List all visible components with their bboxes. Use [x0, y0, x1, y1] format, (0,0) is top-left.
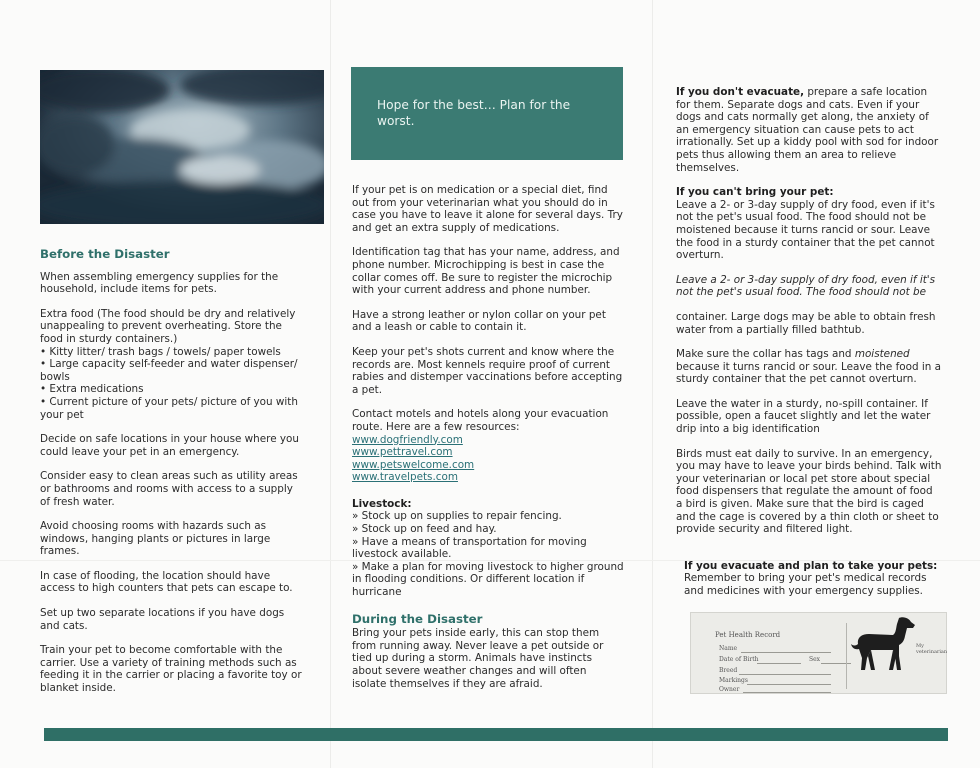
supplies-list: [40, 346, 302, 422]
form-line: [743, 692, 831, 693]
pet-health-record-card: [690, 612, 947, 694]
form-field-label: Markings: [719, 677, 748, 684]
bottom-accent-bar: [44, 728, 948, 741]
paragraph: Leave the water in a sturdy, no-spill container. If possible, open a faucet slightly and let the water drip into a big identification: [676, 397, 931, 436]
list-item: • Current picture of your pets/ picture of you with your pet: [40, 395, 298, 421]
resource-link[interactable]: www.dogfriendly.com: [352, 433, 463, 446]
form-field-label: Owner: [719, 686, 740, 693]
form-line: [739, 674, 831, 675]
right-column: [676, 86, 942, 598]
paragraph: Train your pet to become comfortable with the carrier. Use a variety of training methods such as feeding it in the carrier or placing a favorite toy or blanket inside.: [40, 644, 302, 695]
form-field-label: Breed: [719, 667, 738, 674]
list-item: » Have a means of transportation for moving livestock available.: [352, 535, 587, 561]
paragraph: Avoid choosing rooms with hazards such as windows, hanging plants or pictures in large frames.: [40, 520, 271, 558]
form-line: [757, 663, 801, 664]
form-title: Pet Health Record: [715, 631, 781, 639]
paragraph: Birds must eat daily to survive. In an emergency, you may have to leave your birds behind. Talk with your veterinarian or local pet store about special food dispensers that regulate the amount of food a bird is given. Make sure that the bird is caged and the cage is covered by a thin cloth or sheet to provide security and filtered light.: [676, 447, 942, 536]
form-field-label: Date of Birth: [719, 656, 759, 663]
dont-evacuate-label: If you don't evacuate,: [676, 86, 805, 98]
paragraph: Keep your pet's shots current and know where the records are. Most kennels require proof of current rabies and distemper vaccinations before accepting a pet.: [352, 345, 623, 396]
paragraph: Contact motels and hotels along your evacuation route. Here are a few resources:: [352, 408, 609, 433]
livestock-heading: Livestock:: [352, 497, 412, 510]
headline-banner: [351, 67, 623, 160]
resource-link[interactable]: www.petswelcome.com: [352, 458, 475, 471]
form-line: [747, 684, 831, 685]
resource-link[interactable]: www.pettravel.com: [352, 446, 453, 459]
middle-column: [352, 184, 624, 702]
paragraph: Remember to bring your pet's medical records and medicines with your emergency supplies.: [684, 572, 927, 597]
paragraph: Set up two separate locations if you have dogs and cats.: [40, 607, 285, 632]
list-item: • Large capacity self-feeder and water dispenser/ bowls: [40, 358, 298, 383]
list-item: • Extra medications: [40, 383, 144, 396]
paragraph: Consider easy to clean areas such as utility areas or bathrooms and rooms with access to a supply of fresh water.: [40, 470, 298, 508]
italic-note: Leave a 2- or 3-day supply of dry food, even if it's not the pet's usual food. The food should not be: [676, 273, 936, 299]
livestock-list: [352, 510, 624, 598]
list-item: » Stock up on supplies to repair fencing.: [352, 510, 562, 523]
paragraph: Extra food (The food should be dry and relatively unappealing to prevent overheating. Store the food in sturdy containers.): [40, 307, 296, 345]
collar-text-end: because it turns rancid or sour. Leave the food in a sturdy container that the pet cannot overturn.: [676, 360, 941, 386]
cant-bring-heading: If you can't bring your pet:: [676, 186, 834, 199]
paragraph: When assembling emergency supplies for the household, include items for pets.: [40, 270, 279, 296]
form-field-label: Name: [719, 645, 738, 652]
form-field-label: Sex: [809, 656, 821, 663]
form-line: [741, 652, 831, 653]
paragraph: Identification tag that has your name, address, and phone number. Microchipping is best in case the collar comes off. Be sure to register the microchip with your current address and phone number.: [352, 246, 620, 297]
storm-clouds-photo: [40, 70, 324, 224]
section-heading: Before the Disaster: [40, 247, 170, 261]
collar-italic: moistened: [854, 348, 910, 361]
dont-evacuate-text: prepare a safe location for them. Separate dogs and cats. Even if your dogs and cats normally get along, the anxiety of an emergency situation can cause pets to act irrationally. Set up a kiddy pool with sod for indoor pets thus allowing them an area to relieve themselves.: [676, 86, 939, 174]
list-item: » Stock up on feed and hay.: [352, 523, 497, 536]
list-item: » Make a plan for moving livestock to higher ground in flooding conditions. Or different location if hurricane: [352, 560, 624, 599]
paragraph: Leave a 2- or 3-day supply of dry food, even if it's not the pet's usual food. The food should not be moistened because it turns rancid or sour. Leave the food in a sturdy container that the pet cannot overturn.: [676, 198, 935, 262]
dog-silhouette-icon: [849, 616, 917, 674]
paragraph: container. Large dogs may be able to obtain fresh water from a partially filled bathtub.: [676, 310, 936, 336]
resource-link[interactable]: www.travelpets.com: [352, 471, 458, 484]
paragraph: Decide on safe locations in your house where you could leave your pet in an emergency.: [40, 433, 299, 458]
paragraph: Have a strong leather or nylon collar on your pet and a leash or cable to contain it.: [352, 308, 606, 334]
fold-line: [652, 0, 653, 768]
paragraph: If your pet is on medication or a special diet, find out from your veterinarian what you should do in case you have to leave it alone for several days. Try and get an extra supply of medications.: [352, 184, 623, 234]
fold-line: [330, 0, 331, 768]
evacuate-heading: If you evacuate and plan to take your pets:: [684, 559, 938, 572]
paragraph: [676, 86, 942, 174]
paragraph: In case of flooding, the location should have access to high counters that pets can escape to.: [40, 569, 293, 595]
form-divider: [846, 623, 847, 689]
form-field-label: My veterinarian: [916, 643, 948, 655]
list-item: • Kitty litter/ trash bags / towels/ paper towels: [40, 345, 281, 358]
resource-links: [352, 434, 624, 484]
paragraph: Bring your pets inside early, this can stop them from running away. Never leave a pet outside or tied up during a storm. Animals have instincts about severe weather changes and will often isolate themselves if they are afraid.: [352, 627, 604, 690]
collar-text: Make sure the collar has tags and: [676, 348, 855, 361]
before-disaster-column: [40, 248, 302, 707]
section-heading: During the Disaster: [352, 611, 483, 626]
paragraph: [676, 348, 942, 386]
headline-text: Hope for the best… Plan for the worst.: [377, 98, 571, 128]
